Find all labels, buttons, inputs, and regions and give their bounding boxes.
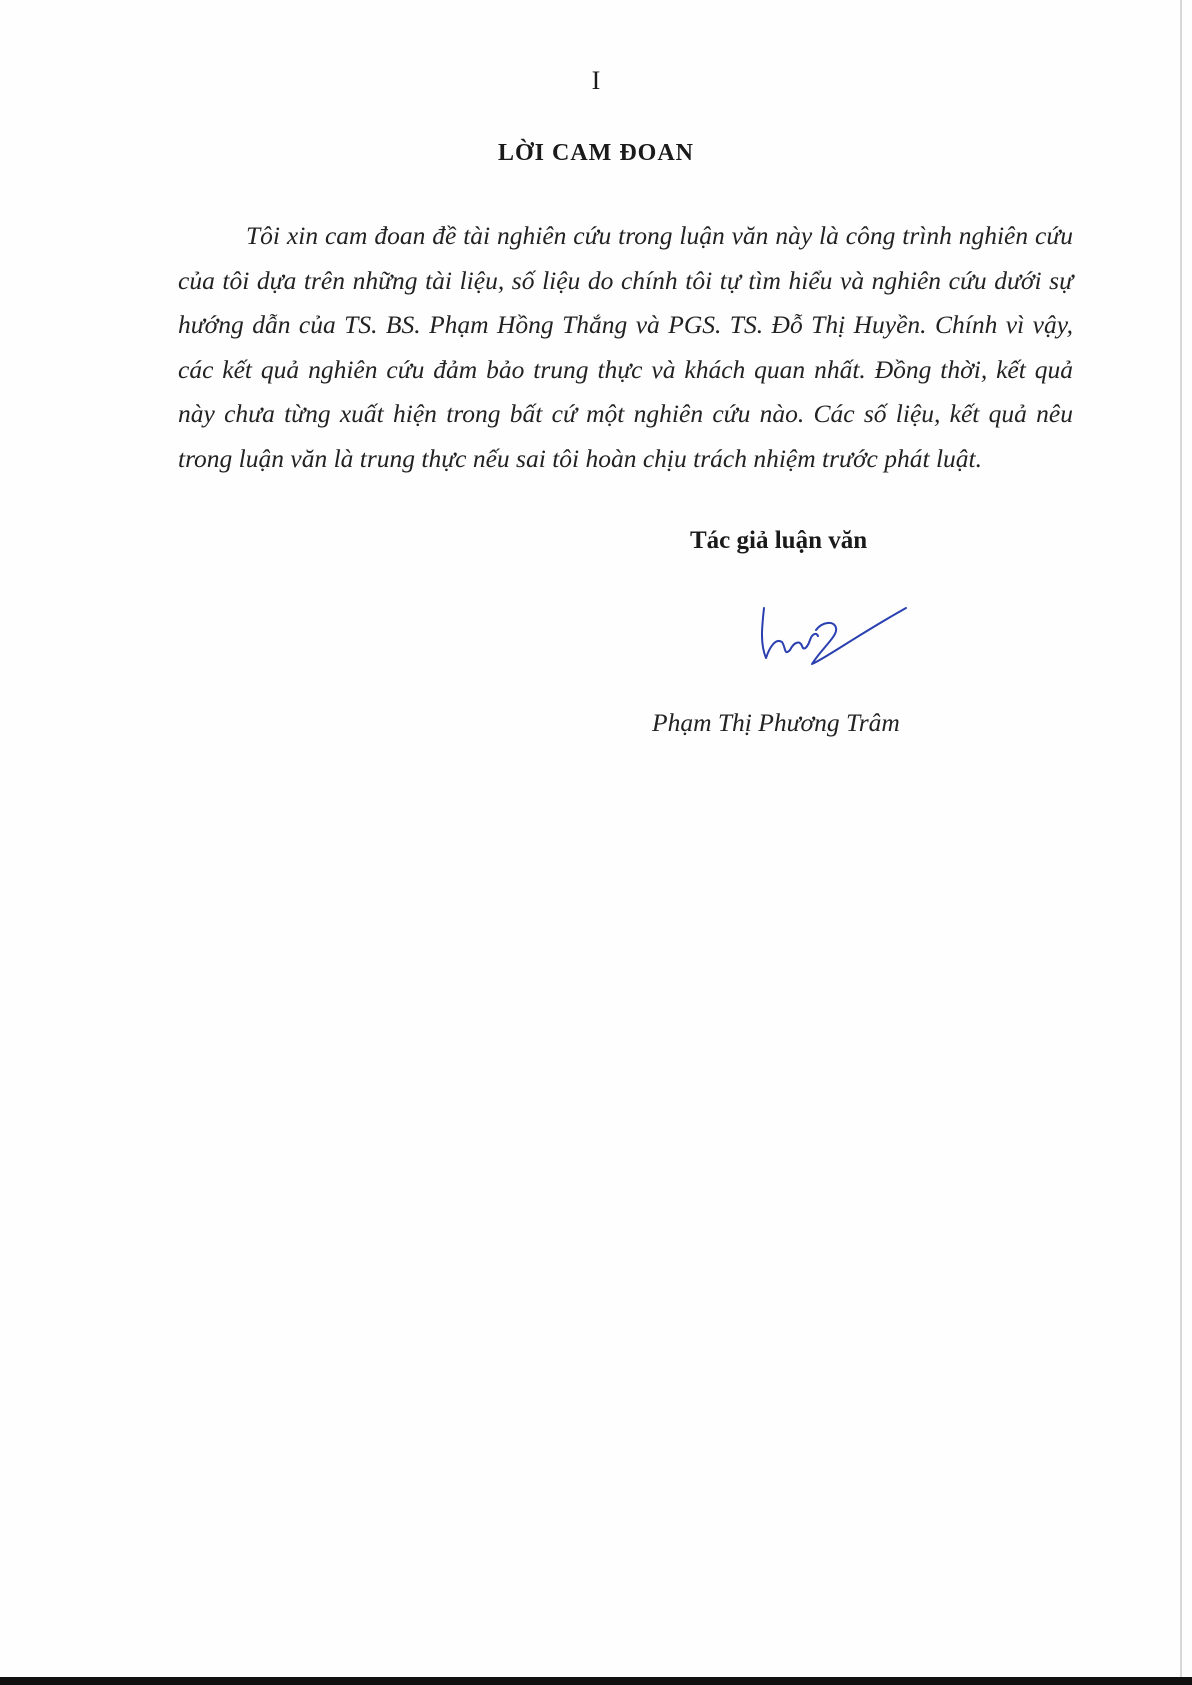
- author-label: Tác giả luận văn: [690, 527, 868, 554]
- page-title: LỜI CAM ĐOAN: [498, 140, 694, 166]
- handwritten-signature: [756, 586, 916, 676]
- declaration-paragraph: Tôi xin cam đoan đề tài nghiên cứu trong luận văn này là công trình nghiên cứu của tôi dựa trên những tài liệu, số liệu do chính tôi tự tìm hiểu và nghiên cứu dưới sự hướng dẫn của TS. BS. Phạm Hồng Thắng và PGS. TS. Đỗ Thị Huyền. Chính vì vậy, các kết quả nghiên cứu đảm bảo trung thực và khách quan nhất. Đồng thời, kết quả này chưa từng xuất hiện trong bất cứ một nghiên cứu nào. Các số liệu, kết quả nêu trong luận văn là trung thực nếu sai tôi hoàn chịu trách nhiệm trước phát luật.: [178, 221, 1073, 473]
- author-name: Phạm Thị Phương Trâm: [652, 708, 900, 737]
- scan-edge-bottom: [0, 1677, 1192, 1685]
- page-number: I: [591, 66, 601, 95]
- scan-edge-right: [1180, 0, 1182, 1685]
